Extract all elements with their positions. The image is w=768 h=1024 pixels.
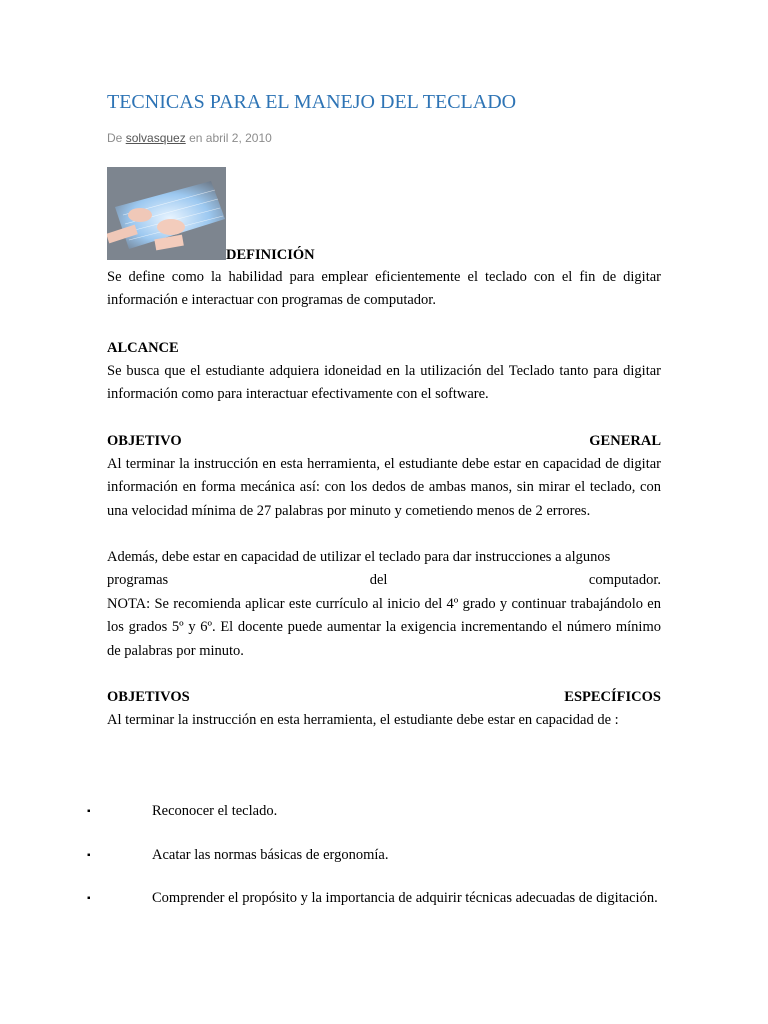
objetivo-heading-left: OBJETIVO — [107, 433, 182, 449]
especificos-heading-right: ESPECÍFICOS — [564, 689, 661, 705]
list-item — [87, 800, 661, 823]
author-link[interactable]: solvasquez — [125, 131, 186, 145]
alcance-heading: ALCANCE — [107, 340, 179, 356]
byline-middle: en — [189, 131, 203, 145]
objetivo-general-paragraph-2-last-line — [107, 569, 661, 592]
bullet-icon: ▪ — [87, 892, 91, 904]
nota-paragraph: NOTA: Se recomienda aplicar este currículo al inicio del 4º grado y continuar trabajándolo en los grados 5º y 6º. El docente puede aumentar la exigencia incrementando el número mínimo de palabras por minuto. — [107, 596, 661, 659]
byline — [107, 131, 272, 145]
publish-date: abril 2, 2010 — [205, 131, 272, 145]
especificos-heading-left: OBJETIVOS — [107, 689, 190, 705]
objetivo-heading-right: GENERAL — [589, 433, 661, 449]
list-item-text: Acatar las normas básicas de ergonomía. — [152, 847, 389, 864]
last-line-word-1: programas — [107, 572, 169, 588]
list-item — [87, 887, 661, 910]
objetivos-especificos-heading — [107, 686, 661, 709]
last-line-word-2: del — [369, 572, 388, 588]
last-line-word-3: computador. — [588, 572, 661, 588]
objetivo-general-paragraph: Al terminar la instrucción en esta herramienta, el estudiante debe estar en capacidad de digitar información en forma mecánica así: con los dedos de ambas manos, sin mirar el teclado, con una velocidad mínima de 27 palabras por minuto y cometiendo menos de 2 errores. — [107, 456, 661, 519]
list-item-text: Comprender el propósito y la importancia de adquirir técnicas adecuadas de digitación. — [152, 889, 658, 906]
article-title: TECNICAS PARA EL MANEJO DEL TECLADO — [107, 91, 517, 113]
byline-prefix: De — [107, 131, 123, 145]
definicion-heading: DEFINICIÓN — [226, 247, 315, 263]
list-item — [87, 844, 661, 867]
alcance-text: Se busca que el estudiante adquiera idoneidad en la utilización del Teclado tanto para digitar información como para interactuar efectivamente con el software. — [107, 363, 661, 403]
objetivo-general-heading — [107, 430, 661, 453]
list-item-text: Reconocer el teclado. — [152, 803, 278, 819]
objetivos-especificos-list — [87, 800, 661, 910]
keyboard-photo — [107, 167, 226, 260]
bullet-icon: ▪ — [87, 850, 91, 862]
objetivos-especificos-intro: Al terminar la instrucción en esta herramienta, el estudiante debe estar en capacidad de : — [107, 712, 619, 728]
bullet-icon: ▪ — [87, 806, 91, 817]
definicion-text: Se define como la habilidad para emplear eficientemente el teclado con el fin de digitar información e interactuar con programas de computador. — [107, 269, 661, 309]
objetivo-general-paragraph-2: Además, debe estar en capacidad de utilizar el teclado para dar instrucciones a algunos — [107, 549, 611, 565]
